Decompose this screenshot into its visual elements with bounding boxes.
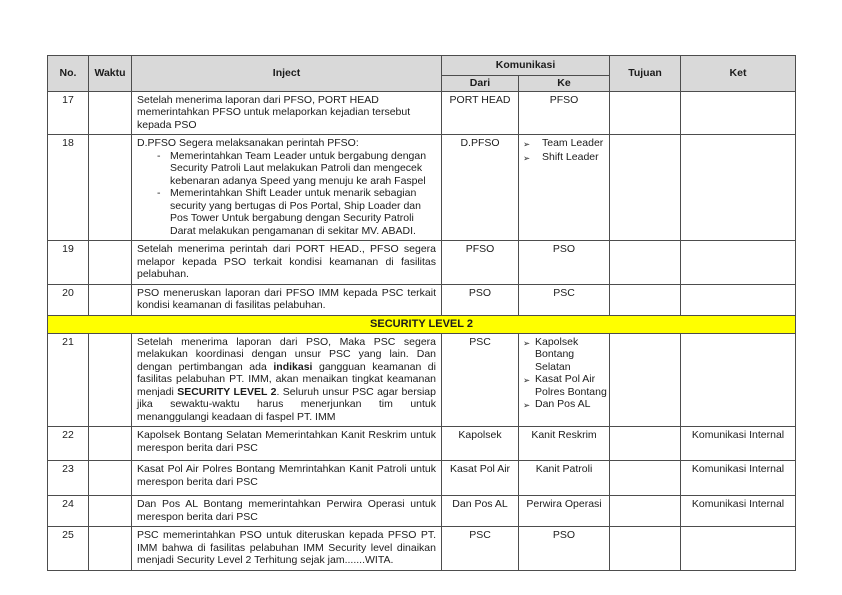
- table-row: [48, 333, 796, 427]
- inject-text: Kapolsek Bontang Selatan Memerintahkan Kanit Reskrim untuk merespon berita dari PSC: [137, 429, 436, 454]
- tujuan-cell: [610, 135, 681, 241]
- ke-list-item-text: Shift Leader: [542, 150, 599, 163]
- table-row: [48, 527, 796, 571]
- dari-cell: PSC: [442, 333, 519, 427]
- header-inject: Inject: [132, 56, 442, 92]
- ke-list-item-text: Kapolsek Bontang Selatan: [535, 335, 579, 373]
- ket-cell: [681, 135, 796, 241]
- row-number-cell: 20: [48, 284, 89, 315]
- header-ket: Ket: [681, 56, 796, 92]
- ke-list-item: [523, 336, 607, 374]
- ke-cell: PSC: [519, 284, 610, 315]
- inject-text: Setelah menerima laporan dari PSO, Maka PSC segera melakukan koordinasi dengan unsur PSC yang lain. Dan dengan pertimbangan ada: [137, 335, 436, 373]
- row-number-cell: 17: [48, 91, 89, 135]
- inject-cell: [132, 241, 442, 285]
- ke-list-item-text: Dan Pos AL: [535, 398, 591, 410]
- inject-cell: [132, 135, 442, 241]
- inject-cell: [132, 91, 442, 135]
- inject-text: gangguan keamanan di fasilitas pelabuhan PT. IMM, akan menaikan tingkat keamanan menjadi: [137, 360, 436, 398]
- inject-text: Setelah menerima perintah dari PORT HEAD., PFSO segera melapor kepada PSO terkait kondisi keamanan di fasilitas pelabuhan.: [137, 243, 436, 280]
- row-number-cell: 25: [48, 527, 89, 571]
- ke-list-item: [523, 373, 607, 398]
- table-header: [48, 56, 796, 92]
- tujuan-cell: [610, 461, 681, 496]
- waktu-cell: [89, 135, 132, 241]
- tujuan-cell: [610, 427, 681, 461]
- table-row: [48, 284, 796, 315]
- row-number-cell: 18: [48, 135, 89, 241]
- ke-list-item: [523, 398, 607, 412]
- dari-cell: Kasat Pol Air: [442, 461, 519, 496]
- ke-cell: Kanit Patroli: [519, 461, 610, 496]
- inject-cell: [132, 284, 442, 315]
- tujuan-cell: [610, 496, 681, 527]
- inject-cell: [132, 461, 442, 496]
- table-row: [48, 496, 796, 527]
- inject-table: [47, 55, 796, 571]
- header-row-1: [48, 56, 796, 76]
- inject-text: D.PFSO Segera melaksanakan perintah PFSO:: [137, 137, 359, 149]
- ke-cell: PSO: [519, 527, 610, 571]
- inject-list-item: [157, 150, 436, 188]
- inject-list-item: [157, 187, 436, 237]
- ket-cell: Komunikasi Internal: [681, 461, 796, 496]
- waktu-cell: [89, 241, 132, 285]
- inject-cell: [132, 527, 442, 571]
- ket-cell: Komunikasi Internal: [681, 427, 796, 461]
- waktu-cell: [89, 527, 132, 571]
- waktu-cell: [89, 496, 132, 527]
- dari-cell: PSC: [442, 527, 519, 571]
- waktu-cell: [89, 91, 132, 135]
- inject-list-item-text: Memerintahkan Shift Leader untuk menarik sebagian security yang bertugas di Pos Portal, Ship Loader dan Pos Tower Untuk bergabung dengan Security Patroli Darat melakukan pengamanan di sekitar MV. ABADI.: [170, 187, 421, 237]
- table-row: [48, 91, 796, 135]
- dash-bullet: -: [157, 187, 161, 199]
- ke-list-item: [523, 137, 607, 151]
- ke-cell: [519, 135, 610, 241]
- ket-cell: [681, 284, 796, 315]
- header-no: No.: [48, 56, 89, 92]
- ke-cell: Perwira Operasi: [519, 496, 610, 527]
- section-band-row: [48, 315, 796, 333]
- header-tujuan: Tujuan: [610, 56, 681, 92]
- ke-cell: Kanit Reskrim: [519, 427, 610, 461]
- tujuan-cell: [610, 241, 681, 285]
- arrow-bullet-icon: ➢: [523, 139, 531, 149]
- ket-cell: [681, 241, 796, 285]
- table-row: [48, 427, 796, 461]
- inject-text: PSO meneruskan laporan dari PFSO IMM kepada PSC terkait kondisi keamanan di fasilitas pelabuhan.: [137, 286, 436, 311]
- waktu-cell: [89, 284, 132, 315]
- table-row: [48, 135, 796, 241]
- dari-cell: PFSO: [442, 241, 519, 285]
- ke-list-item-text: Kasat Pol Air Polres Bontang: [535, 373, 607, 398]
- header-ke: Ke: [519, 76, 610, 92]
- ke-cell: PSO: [519, 241, 610, 285]
- dari-cell: Kapolsek: [442, 427, 519, 461]
- ke-cell: PFSO: [519, 91, 610, 135]
- table-row: [48, 461, 796, 496]
- dari-cell: PORT HEAD: [442, 91, 519, 135]
- ket-cell: Komunikasi Internal: [681, 496, 796, 527]
- tujuan-cell: [610, 91, 681, 135]
- waktu-cell: [89, 427, 132, 461]
- row-number-cell: 19: [48, 241, 89, 285]
- dari-cell: Dan Pos AL: [442, 496, 519, 527]
- tujuan-cell: [610, 333, 681, 427]
- row-number-cell: 23: [48, 461, 89, 496]
- inject-bold-text: SECURITY LEVEL 2: [177, 385, 277, 398]
- inject-text: . Seluruh unsur PSC agar bersiap jika sewaktu-waktu harus menerjunkan tim untuk menanggulangi keadaan di faspel PT. IMM: [137, 385, 436, 423]
- section-band-label: SECURITY LEVEL 2: [48, 315, 796, 333]
- header-komunikasi: Komunikasi: [442, 56, 610, 76]
- ke-cell: [519, 333, 610, 427]
- ke-list-item-text: Team Leader: [542, 137, 604, 149]
- arrow-bullet-icon: ➢: [523, 337, 531, 348]
- row-number-cell: 22: [48, 427, 89, 461]
- tujuan-cell: [610, 284, 681, 315]
- inject-text: Setelah menerima laporan dari PFSO, PORT HEAD memerintahkan PFSO untuk melaporkan kejadian tersebut kepada PSO: [137, 93, 411, 131]
- header-waktu: Waktu: [89, 56, 132, 92]
- row-number-cell: 24: [48, 496, 89, 527]
- inject-cell: [132, 427, 442, 461]
- inject-bold-text: indikasi: [273, 360, 313, 373]
- dash-bullet: -: [157, 149, 161, 162]
- inject-text: Kasat Pol Air Polres Bontang Memrintahkan Kanit Patroli untuk merespon berita dari PSC: [137, 463, 436, 488]
- arrow-bullet-icon: ➢: [523, 400, 531, 410]
- ke-list-item: [523, 151, 607, 165]
- dari-cell: D.PFSO: [442, 135, 519, 241]
- header-dari: Dari: [442, 76, 519, 92]
- ket-cell: [681, 91, 796, 135]
- arrow-bullet-icon: ➢: [523, 152, 531, 163]
- inject-list-item-text: Memerintahkan Team Leader untuk bergabung dengan Security Patroli Laut melakukan Patroli dan mengecek kebenaran adanya Speed yang menuju ke arah Faspel: [170, 149, 427, 187]
- tujuan-cell: [610, 527, 681, 571]
- ket-cell: [681, 527, 796, 571]
- table-row: [48, 241, 796, 285]
- arrow-bullet-icon: ➢: [523, 375, 531, 385]
- dari-cell: PSO: [442, 284, 519, 315]
- inject-text: Dan Pos AL Bontang memerintahkan Perwira Operasi untuk merespon berita dari PSC: [137, 498, 436, 523]
- inject-cell: [132, 496, 442, 527]
- waktu-cell: [89, 333, 132, 427]
- ket-cell: [681, 333, 796, 427]
- inject-cell: [132, 333, 442, 427]
- row-number-cell: 21: [48, 333, 89, 427]
- table-body: [48, 91, 796, 571]
- inject-text: PSC memerintahkan PSO untuk diteruskan kepada PFSO PT. IMM bahwa di fasilitas pelabuhan IMM Security level dinaikan menjadi Security Level 2 Terhitung sejak jam.......WITA.: [137, 529, 436, 566]
- waktu-cell: [89, 461, 132, 496]
